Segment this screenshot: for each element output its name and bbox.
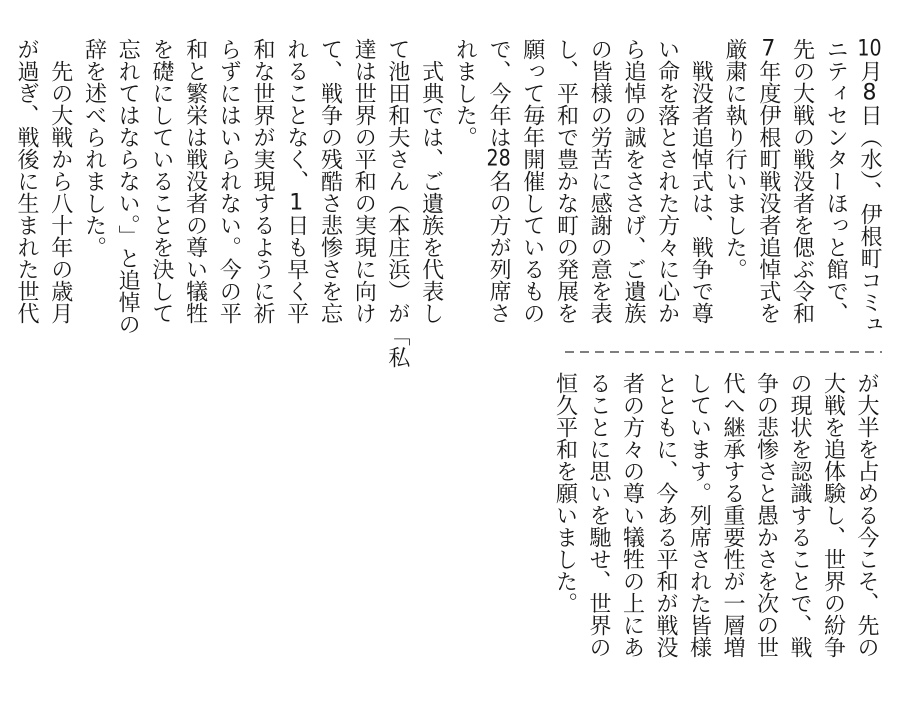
numeral: 28 [486,148,511,170]
text-column: が過ぎ、戦後に生まれた世代 [14,38,39,324]
article-lower-block [0,372,900,692]
text-column: 大戦を追体験し、世界の紛争 [820,372,846,658]
text-column: ら追悼の誠をささげ、ご遺族 [620,38,646,324]
section-divider [560,346,890,358]
numeral: 7 [761,38,776,60]
text-column: 10月8日（水）、伊根町コミュ [857,38,882,335]
text-column: 恒久平和を願いました。 [552,372,578,614]
text-column: れることなく、1日も早く平 [283,38,309,324]
text-column: 和な世界が実現するように祈 [250,38,276,324]
text-column: 願って毎年開催しているもの [519,38,545,324]
text-column: 者の方々の尊い犠牲の上にあ [619,372,645,658]
text-column: ニティセンターほっと館で、 [823,38,849,324]
text-column: で、今年は28名の方が列席さ [486,38,512,324]
numeral: 10 [857,38,882,60]
text-column: て池田和夫さん（本庄浜）が「私 [384,38,410,368]
text-column: の現状を認識することで、戦 [787,372,812,658]
numeral: 1 [289,192,304,214]
text-column: 先の大戦の戦没者を偲ぶ令和 [789,38,815,324]
text-column: し、平和で豊かな町の発展を [553,38,579,324]
text-column: れました。 [452,38,478,148]
article-upper-block [0,38,900,368]
paragraph-start-column: 式典では、ご遺族を代表し [418,60,444,324]
text-column: 和と繁栄は戦没者の尊い犠牲 [182,38,208,324]
text-column: い命を落とされた方々に心か [654,38,680,324]
text-column: て、戦争の残酷さ悲惨さを忘 [317,38,343,324]
text-column: とともに、今ある平和が戦没 [653,372,678,658]
text-column: 争の悲惨さと愚かさを次の世 [753,372,779,658]
text-column: 達は世界の平和の実現に向け [351,38,377,324]
text-column: の皆様の労苦に感謝の意を表 [587,38,613,324]
text-column: 厳粛に執り行いました。 [722,38,748,280]
text-column: ることに思いを馳せ、世界の [586,372,611,658]
text-column: 7年度伊根町戦没者追悼式を [755,38,781,324]
text-column: らずにはいられない。今の平 [216,38,242,324]
text-column: 代へ継承する重要性が一層増 [720,372,745,658]
text-column: 忘れてはならない。」と追悼の [115,38,141,335]
paragraph-start-column: 先の大戦から八十年の歳月 [47,60,73,324]
text-column: を礎にしていることを決して [148,38,174,324]
numeral: 8 [862,82,877,104]
text-column: が大半を占める今こそ、先の [854,372,879,658]
text-column: しています。列席された皆様 [686,372,712,658]
paragraph-start-column: 戦没者追悼式は、戦争で尊 [688,60,714,324]
text-column: 辞を述べられました。 [81,38,107,258]
